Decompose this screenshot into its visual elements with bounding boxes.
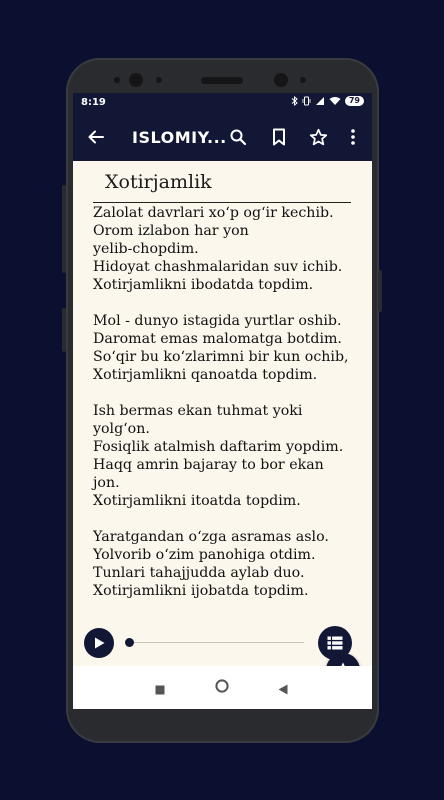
app-screen (73, 93, 372, 709)
sensor-dot (156, 77, 162, 83)
poem-line: Xotirjamlikni qanoatda topdim. (93, 367, 318, 383)
wifi-icon (329, 96, 341, 106)
bluetooth-icon (291, 96, 298, 106)
poem-stanza (93, 204, 355, 294)
chapter-title: Xotirjamlik (105, 171, 212, 193)
status-icons (291, 96, 364, 106)
play-icon (92, 636, 106, 650)
poem-line: Zalolat davrlari xo‘p og‘ir kechib. (93, 205, 334, 221)
poem-line: yelib-chopdim. (93, 241, 199, 257)
poem-line: jon. (93, 475, 120, 491)
poem-line: Mol - dunyo istagida yurtlar oshib. (93, 313, 342, 329)
sensor-dot (300, 77, 306, 83)
poem-line: Xotirjamlikni itoatda topdim. (93, 493, 301, 509)
favorite-button[interactable] (306, 125, 330, 149)
bookmark-icon (271, 128, 287, 146)
vibrate-icon (302, 96, 311, 106)
status-time: 8:19 (81, 97, 106, 108)
poem-line: Yolvorib o‘zim panohiga otdim. (93, 547, 316, 563)
poem-stanza (93, 402, 355, 510)
front-camera (274, 73, 288, 87)
home-circle-icon (215, 679, 229, 693)
poem-line: Tunlari tahajjudda aylab duo. (93, 565, 305, 581)
back-triangle-icon (278, 684, 288, 695)
list-icon (327, 636, 343, 650)
poem-line: Fosiqlik atalmish daftarim yopdim. (93, 439, 344, 455)
status-bar (73, 93, 372, 113)
play-button[interactable] (84, 628, 114, 658)
star-outline-icon (309, 128, 328, 147)
audio-progress-track[interactable] (129, 642, 304, 643)
home-button[interactable] (215, 678, 229, 697)
poem-line: Daromat emas malomatga botdim. (93, 331, 342, 347)
more-options-button[interactable] (341, 125, 365, 149)
back-arrow-icon (87, 128, 105, 146)
audio-progress-thumb[interactable] (125, 638, 134, 647)
poem-line: Hidoyat chashmalaridan suv ichib. (93, 259, 343, 275)
search-icon (229, 128, 247, 146)
chapter-list-button[interactable] (318, 626, 352, 660)
bookmark-button[interactable] (267, 125, 291, 149)
reading-content (73, 161, 372, 666)
poem-line: Haqq amrin bajaray to bor ekan (93, 457, 324, 473)
more-vert-icon (350, 128, 356, 146)
phone-top-sensors (66, 68, 379, 92)
poem-line: Xotirjamlikni ibodatda topdim. (93, 277, 314, 293)
system-nav-bar (73, 666, 372, 709)
poem-line: Orom izlabon har yon (93, 223, 249, 239)
audio-player (73, 623, 372, 663)
poem-stanza (93, 528, 355, 600)
poem-line: Yaratgandan o‘zga asramas aslo. (93, 529, 329, 545)
search-button[interactable] (226, 125, 250, 149)
front-camera (129, 73, 143, 87)
recents-button[interactable] (155, 680, 165, 699)
back-nav-button[interactable] (278, 680, 288, 699)
app-toolbar (73, 113, 372, 161)
power-button (378, 270, 382, 312)
earpiece-speaker (201, 77, 243, 84)
recents-square-icon (155, 685, 165, 695)
poem-line: So‘qir bu ko‘zlarimni bir kun ochib, (93, 349, 349, 365)
signal-icon (315, 96, 325, 106)
battery-indicator: 79 (345, 96, 364, 106)
side-button (62, 308, 66, 352)
poem-stanza (93, 312, 355, 384)
app-title: ISLOMIY... (132, 128, 227, 147)
title-divider (93, 202, 351, 203)
poem-text (93, 204, 355, 618)
volume-button (62, 185, 66, 273)
poem-line: Ish bermas ekan tuhmat yoki (93, 403, 303, 419)
poem-line: yolg‘on. (93, 421, 150, 437)
poem-line: Xotirjamlikni ijobatda topdim. (93, 583, 309, 599)
back-button[interactable] (84, 125, 108, 149)
sensor-dot (114, 77, 120, 83)
